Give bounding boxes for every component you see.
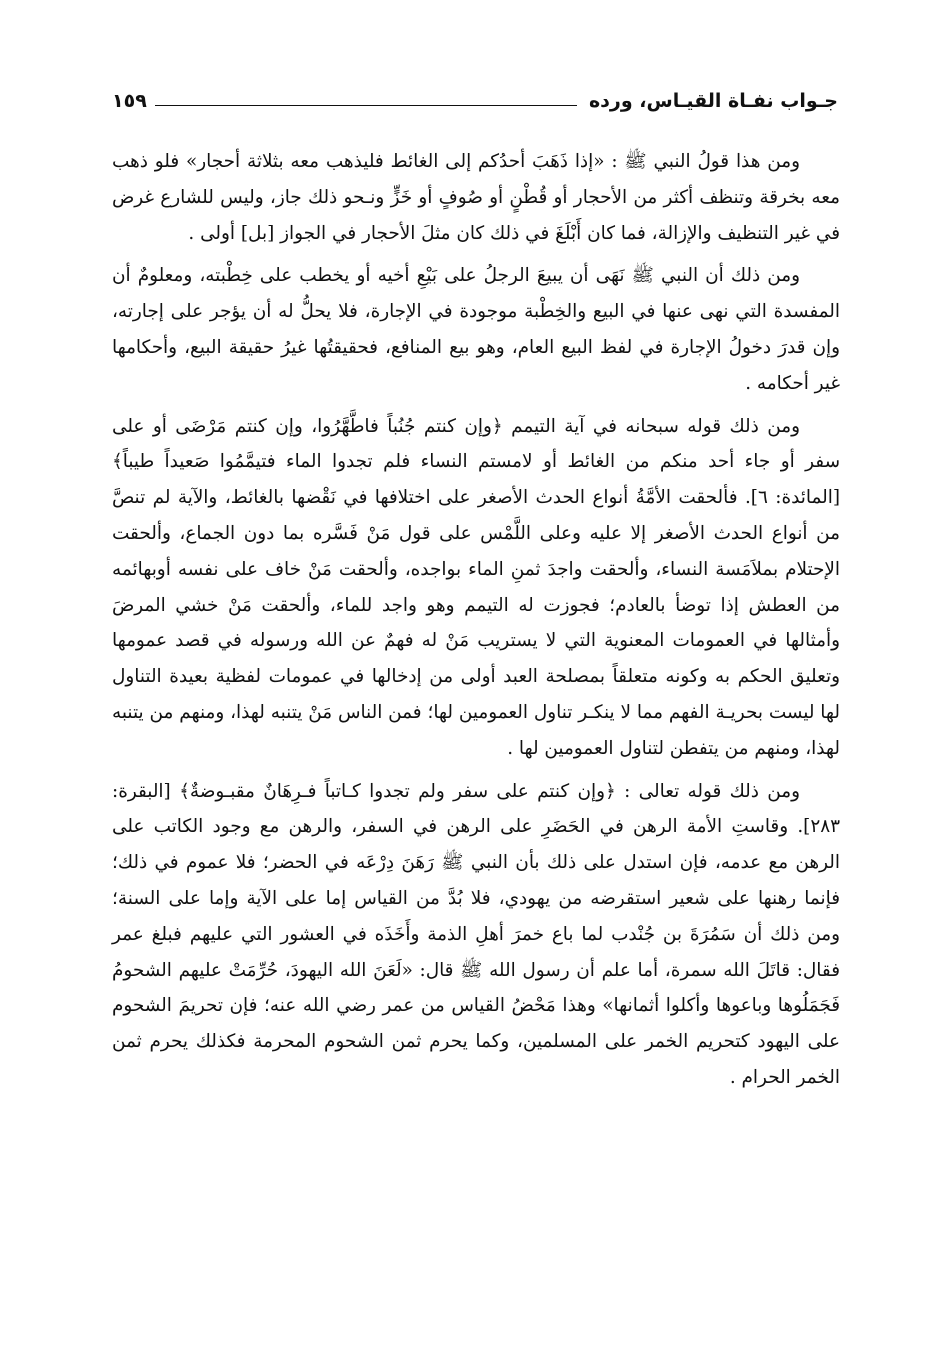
paragraph-3: ومن ذلك قوله سبحانه في آية التيمم ﴿وإن كنتم جُنُباً فاطَّهَّرُوا، وإن كنتم مَرْضَى أو على سفر أو جاء أحد منكم من الغائط أو لامستم النساء فلم تجدوا الماء فتيمَّمُوا صَعيداً طيباً﴾ [المائدة: ٦]. فألحقت الأمَّةُ أنواع الحدث الأصغر على اختلافها في نَقْضها بالغائط، والآية لم تنصَّ من أنواع الحدث الأصغر إلا عليه وعلى اللَّمْس على قول مَنْ فَسَّره بما دون الجماع، وألحقت الإحتلام بملاَمَسة النساء، وألحقت واجدَ ثمنِ الماء بواجده، وألحقت مَنْ خاف على نفسه أوبهائمه من العطش إذا توضأ بالعادم؛ فجوزت له التيمم وهو واجد للماء، وألحقت مَنْ خشي المرضَ وأمثالها في العمومات المعنوية التي لا يستريب مَنْ له فهمٌ عن الله ورسوله في قصد عمومها وتعليق الحكم به وكونه متعلقاً بمصلحة العبد أولى من إدخالها في عمومات لفظية بعيدة التناول لها ليست بحريـة الفهم مما لا ينكـر تناول العمومين لها؛ فمن الناس مَنْ يتنبه لهذا، ومنهم من يتنبه لهذا، ومنهم من يتفطن لتناول العمومين لها . [112,415,840,759]
body-text [112,144,840,1103]
paragraph-1: ومن هذا قولُ النبي ﷺ : «إذا ذَهَبَ أحدُكم إلى الغائط فليذهب معه بثلاثة أحجار» فلو ذهب معه بخرقة وتنظف أكثر من الأحجار أو قُطْنٍ أو صُوفٍ أو خَزٍّ ونـحو ذلك جاز، وليس للشارع غرض في غير التنظيف والإزالة، فما كان أَبْلَغَ في ذلك كان مثلَ الأحجار في الجواز [بل] أولى . [112,151,840,244]
running-title: جـواب نفـاة القيـاس، ورده [588,90,838,112]
header-rule [155,105,577,106]
paragraph-4: ومن ذلك قوله تعالى : ﴿وإن كنتم على سفر ولم تجدوا كـاتباً فـرِهَانٌ مقبـوضةٌ﴾ [البقرة: ٢٨٣]. وقاستِ الأمة الرهن في الحَضَرِ على الرهن في السفر، والرهن مع وجود الكاتب على الرهن مع عدمه، فإن استدل على ذلك بأن النبي ﷺ رَهَنَ دِرْعَه في الحضر؛ فلا عموم في ذلك؛ فإنما رهنها على شعير استقرضه من يهودي، فلا بُدَّ من القياس إما على الآية وإما على السنة؛ ومن ذلك أن سَمُرَةَ بن جُنْدب لما باع خمرَ أهلِ الذمة وأَخَذَه في العشور التي عليهم فبلغ عمر فقال: قاتَلَ الله سمرة، أما علم أن رسول الله ﷺ قال: «لَعَنَ الله اليهودَ، حُرِّمَتْ عليهم الشحومُ فَجَمَلُوها وباعوها وأكلوا أثمانها» وهذا مَحْضُ القياس من عمر رضي الله عنه؛ فإن تحريمَ الشحوم على اليهود كتحريم الخمر على المسلمين، وكما يحرم ثمن الشحوم المحرمة فكذلك يحرم ثمن الخمر الحرام . [112,780,840,1088]
page-number: ١٥٩ [112,90,147,112]
paragraph-2: ومن ذلك أن النبي ﷺ نَهَى أن يبيعَ الرجلُ على بَيْعِ أخيه أو يخطب على خِطْبته، ومعلومٌ أن المفسدة التي نهى عنها في البيع والخِطْبة موجودة في الإجارة، فلا يحلُّ له أن يؤجر على إجارته، وإن قدرَ دخولُ الإجارة في لفظ البيع العام، وهو بيع المنافع، فحقيقتُها غيرُ حقيقة البيع، وأحكامها غير أحكامه . [112,265,840,394]
page-header [112,84,838,114]
